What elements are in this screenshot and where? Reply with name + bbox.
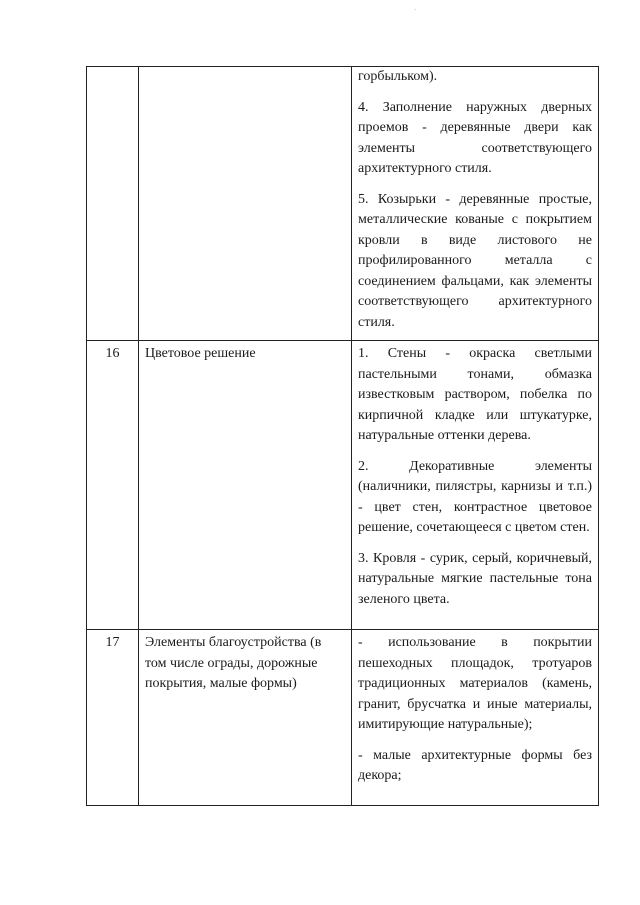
table-row [87,67,599,341]
description-paragraph: - использование в покрытии пешеходных площадок, тротуаров традиционных материалов (камень, гранит, брусчатка и иные материалы, имитирующие натуральные); [358,635,592,732]
row-number: 17 [87,630,139,806]
element-description [352,630,599,806]
page-mark: · [414,6,417,14]
description-paragraph: - малые архитектурные формы без декора; [358,747,592,783]
regulation-table [86,66,599,806]
description-paragraph: 1. Стены - окраска светлыми пастельными тонами, обмазка известковым раствором, побелка по кирпичной кладке или штукатурке, натуральные оттенки дерева. [358,346,592,443]
description-paragraph: 2. Декоративные элементы (наличники, пилястры, карнизы и т.п.) - цвет стен, контрастное цветовое решение, сочетающееся с цветом стен. [358,458,592,535]
element-name: Элементы благоустройства (в том числе ограды, дорожные покрытия, малые формы) [139,630,352,806]
element-name: Цветовое решение [139,341,352,630]
table-row [87,630,599,806]
table-row [87,341,599,630]
element-description [352,67,599,341]
description-paragraph: 5. Козырьки - деревянные простые, металлические кованые с покрытием кровли в виде листового не профилированного металла с соединением фальцами, как элементы соответствующего архитектурного стиля. [358,191,592,330]
element-name [139,67,352,341]
description-paragraph: горбыльком). [358,69,438,84]
row-number [87,67,139,341]
element-description [352,341,599,630]
row-number: 16 [87,341,139,630]
description-paragraph: 3. Кровля - сурик, серый, коричневый, натуральные мягкие пастельные тона зеленого цвета. [358,550,592,607]
description-paragraph: 4. Заполнение наружных дверных проемов - деревянные двери как элементы соответствующего архитектурного стиля. [358,99,592,176]
